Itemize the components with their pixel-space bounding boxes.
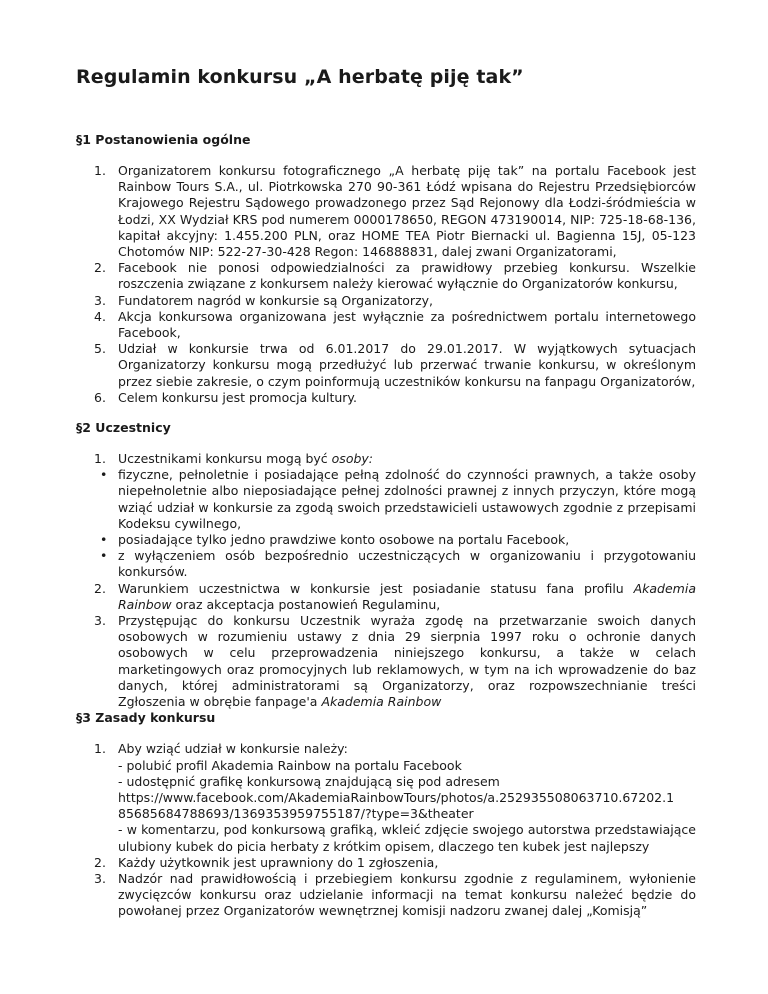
grafika-link: https://www.facebook.com/AkademiaRainbowTours/photos/a.252935508063710.67202.1 (118, 789, 675, 805)
bullet-item: • z wyłączeniem osób bezpośrednio uczestniczących w organizowaniu i przygotowaniu konkursów. (100, 548, 696, 580)
section-3-list (76, 741, 696, 919)
page-title: Regulamin konkursu „A herbatę piję tak” (76, 66, 524, 88)
bullet-icon: • (100, 532, 108, 548)
bullet-icon: • (100, 548, 108, 564)
list-item: 1. Uczestnikami konkursu mogą być osoby: (94, 451, 374, 467)
list-item: 3. Przystępując do konkursu Uczestnik wyraża zgodę na przetwarzanie swoich danych osobowych w rozumieniu ustawy z dnia 29 sierpnia 1997 roku o ochronie danych osobowych w celu przeprowadzenia niniejszego konkursu, a także w celach marketingowych oraz promocyjnych lub reklamowych, w tym na ich wprowadzenie do baz danych, której administratorami są Organizatorzy, oraz rozpowszechnianie treści Zgłoszenia w obrębie fanpage'a Akademia Rainbow (94, 613, 696, 710)
list-item: 2. Warunkiem uczestnictwa w konkursie jest posiadanie statusu fana profilu Akademia Rainbow oraz akceptacja postanowień Regulaminu, (94, 580, 696, 612)
list-item: 2. Facebook nie ponosi odpowiedzialności za prawidłowy przebieg konkursu. Wszelkie roszczenia związane z konkursem należy kierować wyłącznie do Organizatorów konkursu, (94, 260, 696, 292)
list-item: 6. Celem konkursu jest promocja kultury. (94, 389, 358, 405)
list-item: 1. Organizatorem konkursu fotograficznego „A herbatę piję tak” na portalu Facebook jest Rainbow Tours S.A., ul. Piotrkowska 270 90-361 Łódź wpisana do Rejestru Przedsiębiorców Krajowego Rejestru Sądowego prowadzonego przez Sąd Rejonowy dla Łodzi-śródmieścia w Łodzi, XX Wydział KRS pod numerem 0000178650, REGON 473190014, NIP: 725-18-68-136, kapitał akcyjny: 1.455.200 PLN, oraz HOME TEA Piotr Biernacki ul. Bagienna 15J, 05-123 Chotomów NIP: 522-27-30-428 Regon: 146888831, dalej zwani Organizatorami, (94, 163, 696, 260)
section-2-list (76, 451, 696, 710)
bullet-icon: • (100, 467, 108, 483)
list-item: 2. Każdy użytkownik jest uprawniony do 1 zgłoszenia, (94, 854, 439, 870)
list-item: 4. Akcja konkursowa organizowana jest wyłącznie za pośrednictwem portalu internetowego Facebook, (94, 308, 696, 341)
section-2-heading: §2 Uczestnicy (76, 420, 171, 436)
section-1-heading: §1 Postanowienia ogólne (76, 132, 251, 147)
bullet-item: • fizyczne, pełnoletnie i posiadające pełną zdolność do czynności prawnych, a także osoby niepełnoletnie albo nieposiadające pełnej zdolności prawnej z innych przyczyn, które mogą wziąć udział w konkursie za zgodą swoich przedstawicieli ustawowych zgodnie z przepisami Kodeksu cywilnego, (100, 467, 696, 531)
section-1-list (76, 163, 696, 406)
list-item: 1. Aby wziąć udział w konkursie należy: - polubić profil Akademia Rainbow na portalu Facebook - udostępnić grafikę konkursową znajdującą się pod adresem https://www.facebook.com/AkademiaRainbowTours/photos/a.252935508063710.67202.1 85685684788693/1369353959755187/?type=3&theater - w komentarzu, pod konkursową grafiką, wkleić zdjęcie swojego autorstwa przedstawiające ulubiony kubek do picia herbaty z krótkim opisem, dlaczego ten kubek jest najlepszy (94, 741, 696, 854)
list-item: 5. Udział w konkursie trwa od 6.01.2017 do 29.01.2017. W wyjątkowych sytuacjach Organizatorzy konkursu mogą przedłużyć lub przerwać trwanie konkursu, w określonym przez siebie zakresie, o czym poinformują uczestników konkursu na fanpagu Organizatorów, (94, 341, 696, 389)
section-3-heading: §3 Zasady konkursu (76, 710, 216, 726)
bullet-item: • posiadające tylko jedno prawdziwe konto osobowe na portalu Facebook, (100, 532, 570, 548)
list-item: 3. Nadzór nad prawidłowością i przebiegiem konkursu zgodnie z regulaminem, wyłonienie zwycięzców konkursu oraz udzielanie informacji na temat konkursu należeć będzie do powołanej przez Organizatorów wewnętrznej komisji nadzoru zwanej dalej „Komisją” (94, 870, 696, 919)
list-item: 3. Fundatorem nagród w konkursie są Organizatorzy, (94, 292, 433, 308)
